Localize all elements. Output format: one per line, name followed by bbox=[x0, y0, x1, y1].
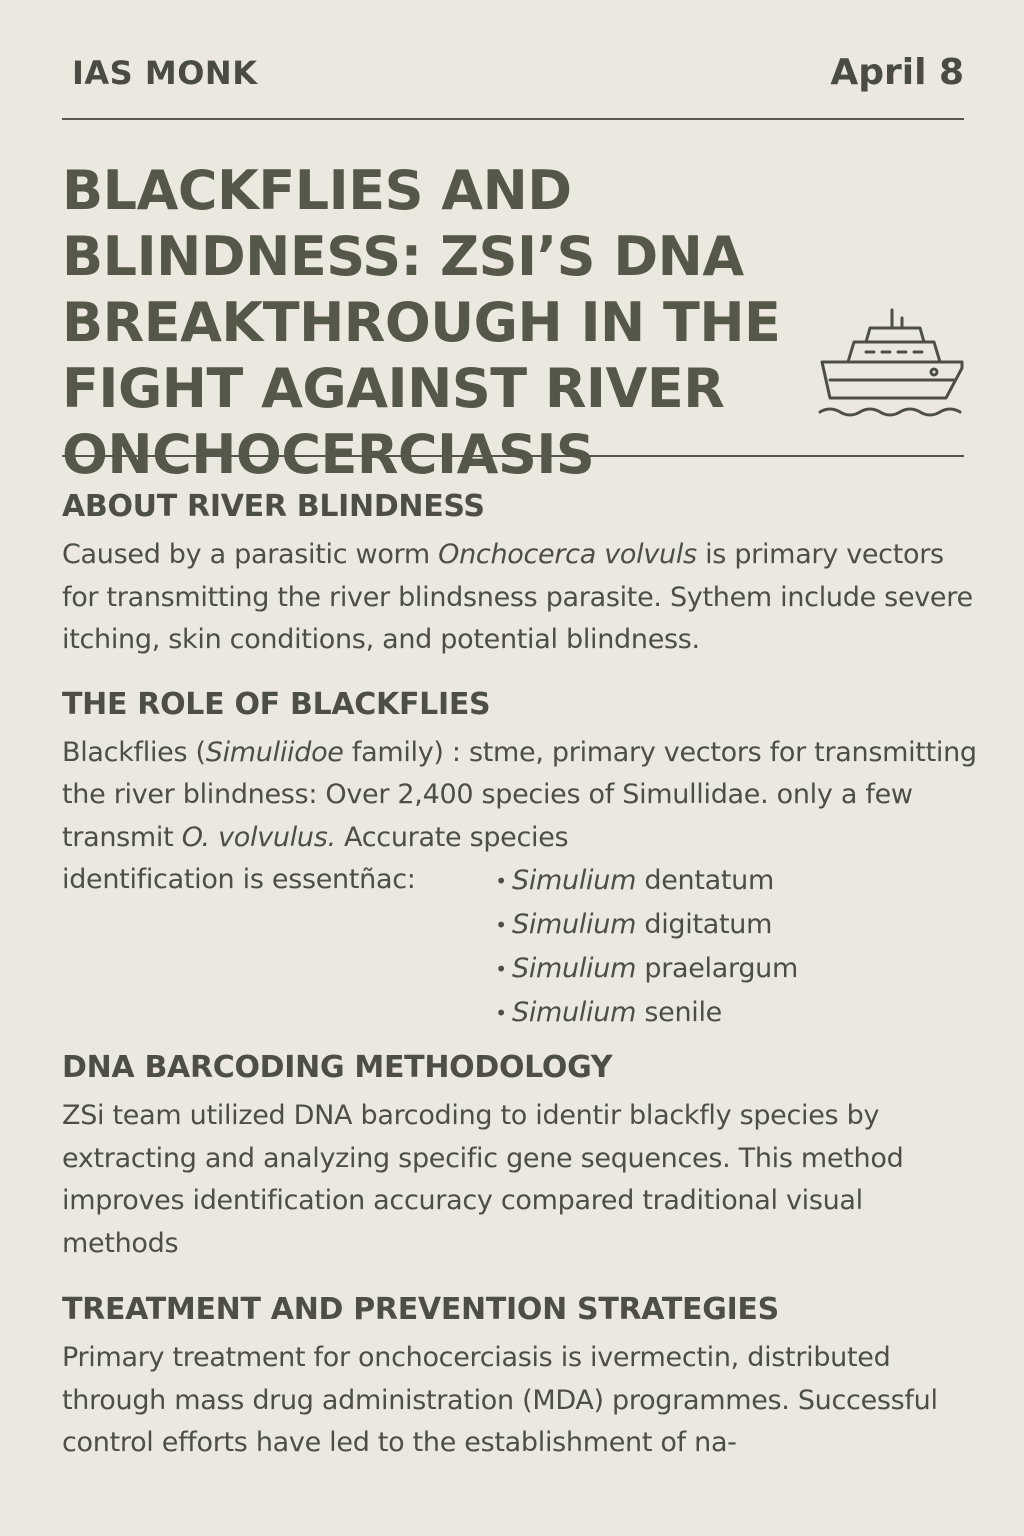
section-heading: THE ROLE OF BLACKFLIES bbox=[62, 686, 491, 722]
section-heading: ABOUT RIVER BLINDNESS bbox=[62, 489, 485, 524]
species-name: Onchocerca volvuls bbox=[438, 539, 697, 570]
list-item bbox=[490, 859, 798, 903]
genus-name: Simulium bbox=[512, 997, 637, 1028]
genus-name: Simulium bbox=[512, 953, 637, 984]
text-run: family) : stme, primary vectors for transmitting the river blindness: Over 2,400 species of Simullidae. only a few transmit bbox=[62, 736, 977, 853]
genus-name: Simulium bbox=[512, 909, 637, 940]
species-list bbox=[490, 859, 798, 1035]
family-name: Simuliidoe bbox=[205, 736, 344, 768]
list-item bbox=[490, 991, 798, 1035]
article-body bbox=[62, 486, 984, 1465]
section-role bbox=[62, 684, 984, 1032]
epithet: digitatum bbox=[636, 909, 773, 940]
species-lead: identification is essentñac: bbox=[62, 864, 416, 895]
epithet: senile bbox=[636, 997, 722, 1028]
publish-date: April 8 bbox=[830, 52, 964, 93]
section-paragraph bbox=[62, 534, 984, 662]
bullet-icon: • bbox=[495, 1001, 507, 1025]
list-item bbox=[490, 947, 798, 991]
article-title: BLACKFLIES AND BLINDNESS: ZSI’S DNA BREAKTHROUGH IN THE FIGHT AGAINST RIVER ONCHOCERCIASIS bbox=[62, 159, 781, 486]
section-paragraph: ZSi team utilized DNA barcoding to identir blackfly species by extracting and analyzing specific gene sequences. This method improves identification accuracy compared traditional visual methods bbox=[62, 1100, 904, 1259]
species-name: O. volvulus. bbox=[181, 821, 336, 853]
species-row bbox=[62, 859, 984, 1031]
header-divider bbox=[62, 118, 964, 120]
text-run: Accurate species bbox=[335, 821, 569, 853]
epithet: dentatum bbox=[636, 865, 774, 896]
bullet-icon: • bbox=[495, 913, 507, 937]
section-dna-barcoding bbox=[62, 1047, 984, 1265]
text-run: Caused by a parasitic worm bbox=[62, 539, 439, 570]
title-divider bbox=[62, 455, 964, 457]
bullet-icon: • bbox=[495, 957, 507, 981]
epithet: praelargum bbox=[636, 953, 798, 984]
brand-name: IAS MONK bbox=[72, 54, 258, 92]
section-heading: DNA BARCODING METHODOLOGY bbox=[62, 1050, 613, 1085]
text-run: Blackflies ( bbox=[62, 736, 206, 768]
bullet-icon: • bbox=[495, 869, 507, 893]
section-heading: TREATMENT AND PREVENTION STRATEGIES bbox=[62, 1292, 779, 1327]
section-about bbox=[62, 486, 984, 662]
section-treatment bbox=[62, 1289, 984, 1465]
ship-icon bbox=[816, 302, 964, 420]
list-item bbox=[490, 903, 798, 947]
header-bar bbox=[72, 52, 964, 100]
section-paragraph: Primary treatment for onchocerciasis is ivermectin, distributed through mass drug administration (MDA) programmes. Successful control efforts have led to the establishment of na- bbox=[62, 1342, 938, 1458]
genus-name: Simulium bbox=[512, 865, 637, 896]
text-run: is primary vectors for transmitting the river blindsness parasite. Sythem include severe itching, skin conditions, and potential blindness. bbox=[62, 539, 973, 655]
section-paragraph bbox=[62, 732, 984, 860]
article-page bbox=[62, 0, 977, 1536]
